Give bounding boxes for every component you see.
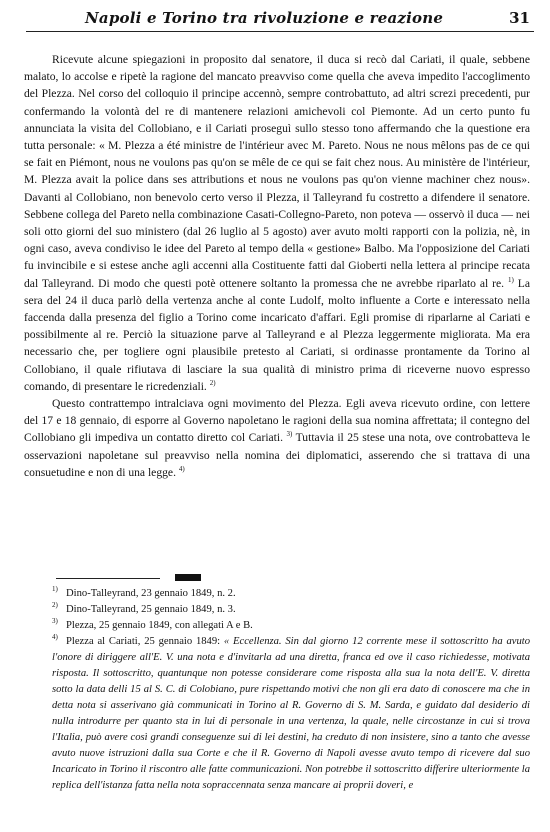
- page-number: 31: [509, 9, 530, 27]
- footnote-ref-1: 1): [508, 275, 514, 284]
- paragraph-1-text-b: La sera del 24 il duca parlò della vertenza anche al conte Ludolf, molto influente a Corte e interessato nella faccenda dalla presenza del figlio a Torino come incaricato d'affari. Egli promise di riparlarne al Cariati e possibilmente al re. Perciò la situazione parve al Talleyrand e al Plezza leggermente migliorata. Ma era necessario che, per togliere ogni plausibile pretesto al Cariati, si ordinasse prontamente da Torino al Collobiano, il quale rifiutava di lasciare la sua qualità di ministro prima di riceverne nuovo espresso comando, di presentare le ricredenziali.: [24, 276, 530, 393]
- footnote-2-text: Dino-Talleyrand, 25 gennaio 1849, n. 3.: [66, 604, 236, 615]
- body-text: [24, 51, 530, 481]
- paragraph-1: [24, 51, 530, 395]
- paragraph-2-text-b: Tuttavia il 25 stese una nota, ove controbatteva le osservazioni napoletane sul preavviso nella nomina dei diplomatici, asserendo che si trattava di una consuetudine e non di una legge.: [24, 431, 530, 479]
- footnote-separator: [56, 578, 160, 579]
- paragraph-2-text-a: Questo contrattempo intralciava ogni movimento del Plezza. Egli aveva ricevuto ordine, con lettere del 17 e 18 gennaio, di esporre al Governo napoletano le ragioni della sua nomina affrettata; il contegno del Collobiano gli impediva un contatto diretto col Cariati.: [24, 397, 530, 445]
- running-title: Napoli e Torino tra rivoluzione e reazione: [85, 9, 444, 27]
- footnote-3-text: Plezza, 25 gennaio 1849, con allegati A e B.: [66, 620, 253, 631]
- paragraph-2: [24, 395, 530, 481]
- footnote-ref-2: 2): [209, 379, 216, 387]
- footnote-ref-4: 4): [178, 465, 185, 474]
- footnote-2: $^{2)}$ Dino-Talleyrand, 25 gennaio 1849, n. 3.: [52, 601, 236, 615]
- footnote-1: $^{1)}$ Dino-Talleyrand, 23 gennaio 1849, n. 2.: [52, 585, 236, 599]
- footnote-4: $^{4)}$ Plezza al Cariati, 25 gennaio 1849: « Eccellenza. Sin dal giorno 12 corrente mese il sottoscritto ha avuto l'onore di diriggere all'E. V. una nota e d'invitarla ad una diretta, franca ed ove il caso richiedesse, motivata risposta. Il sottoscritto, quantunque non potesse considerare come risposta alla sua la nota dell'E. V. diretta sotto la data delli 15 al S. C. di Colobiano, pure rispettando motivi che non gli era dato di conoscere ma che in detta nota si asserivano già communicati in Torino al R. Governo di S. M. Sarda, e guidato dal desiderio di nulla introdurre per quanto sta in lui di personale in una vertenza, la quale, nelle circostanze in cui si trova l'Italia, può avere così grandi conseguenze sui di lei destini, ha creduto di non insistere, sino a tanto che avesse avuto nuove istruzioni dalla sua Corte e che il R. Governo di Napoli avesse avuto tempo di ricevere dal suo Incaricato in Torino il riscontro alle fatte communicazioni. Non potrebbe il sottoscritto differire ulteriormente la replica dell'istanza fatta nella nota sopraccennata senza mancare ai proprii doveri, e: [52, 633, 530, 791]
- footnote-3: $^{3)}$ Plezza, 25 gennaio 1849, con allegati A e B.: [52, 617, 253, 631]
- footnote-1-text: Dino-Talleyrand, 23 gennaio 1849, n. 2.: [66, 588, 236, 599]
- footnote-ref-3: 3): [286, 430, 293, 439]
- ink-blot-mark: [175, 574, 201, 581]
- footnote-4-lead: Plezza al Cariati, 25 gennaio 1849:: [66, 636, 224, 647]
- footnotes: [24, 586, 530, 794]
- footnote-4-quote: « Eccellenza. Sin dal giorno 12 corrente mese il sottoscritto ha avuto l'onore di diriggere all'E. V. una nota e d'invitarla ad una diretta, franca ed ove il caso richiedesse, motivata risposta. Il sottoscritto, quantunque non potesse considerare come risposta alla sua la nota dell'E. V. diretta sotto la data delli 15 al S. C. di Colobiano, pure rispettando motivi che non gli era dato di conoscere ma che in detta nota si asserivano già communicati in Torino al R. Governo di S. M. Sarda, e guidato dal desiderio di nulla introdurre per quanto sta in lui di personale in una vertenza, la quale, nelle circostanze in cui si trova l'Italia, può avere così grandi conseguenze sui di lei destini, ha creduto di non insistere, sino a tanto che avesse avuto nuove istruzioni dalla sua Corte e che il R. Governo di Napoli avesse avuto tempo di ricevere dal suo Incaricato in Torino il riscontro alle fatte communicazioni. Non potrebbe il sottoscritto differire ulteriormente la replica dell'istanza fatta nella nota sopraccennata senza mancare ai proprii doveri, e: [52, 636, 530, 791]
- running-header: [26, 9, 534, 32]
- paragraph-1-text-a: Ricevute alcune spiegazioni in proposito dal senatore, il duca si recò dal Cariati, il quale, sebbene malato, lo accolse e ripetè la ragione del mancato preavviso come quella che aveva impedito l'accoglimento del Plezza. Nel corso del colloquio il principe accennò, sempre controbattuto, ad altri screzi precedenti, pur confermando la volontà del re di mantenere relazioni amichevoli col Piemonte. Ad un certo punto fu annunciata la visita del Collobiano, e il Cariati proseguì sullo stesso tono affermando che la questione era tutta personale: « M. Plezza a été ministre de l'intérieur avec M. Pareto. Nous ne nous mêlons pas de ce qui se fait en Piémont, nous ne voulons pas qu'on se mêle de ce qui se fait chez nous. Au ministère de l'intérieur, M. Plezza avait la police dans ses attributions et nous ne voulons pas qu'on vienne machiner chez nous». Davanti al Collobiano, non benevolo certo verso il Plezza, il Talleyrand fu costretto a difendere il senatore. Sebbene collega del Pareto nella combinazione Casati-Collegno-Pareto, non poteva — osservò il duca — nei soli otto giorni del suo ministero (dal 26 luglio al 5 agosto) aver avuto molti rapporti con la polizia, nè, in ogni caso, aveva condiviso le idee del Pareto al tempo della « gestione» Balbo. Ma l'opposizione del Cariati fu invincibile e si estese anche agli accenni alla Costituente fatti dal Gioberti nella lettera al principe recata dal Talleyrand. Di modo che questi potè ottenere soltanto la promessa che ne avrebbe riparlato al re.: [24, 53, 530, 290]
